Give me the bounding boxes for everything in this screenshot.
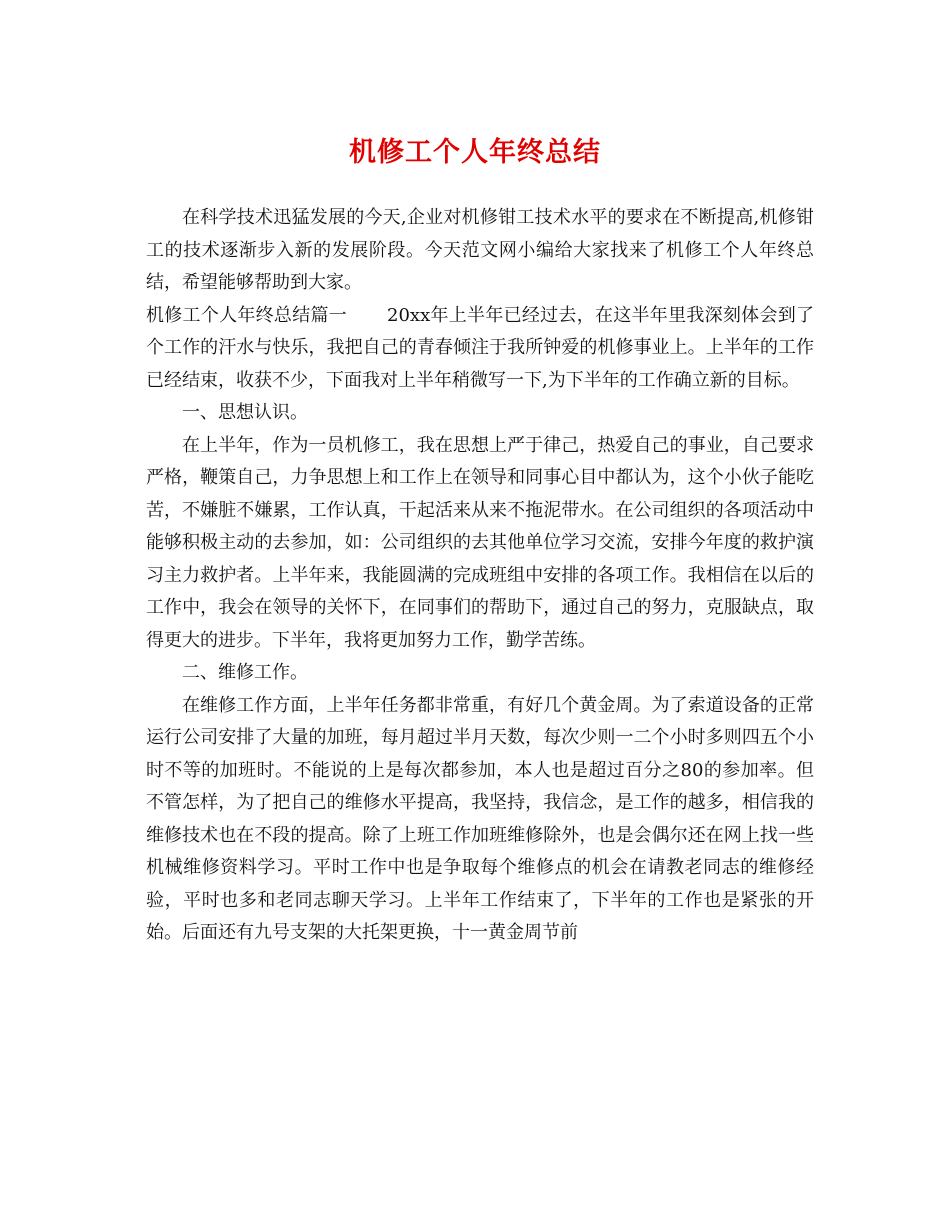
paragraph-thought: 在上半年，作为一员机修工，我在思想上严于律己，热爱自己的事业，自己要求严格，鞭策自己，力争思想上和工作上在领导和同事心目中都认为，这个小伙子能吃苦，不嫌脏不嫌累，工作认真，干起活来从来不拖泥带水。在公司组织的各项活动中能够积极主动的去参加，如：公司组织的去其他单位学习交流，安排今年度的救护演习主力救护者。上半年来，我能圆满的完成班组中安排的各项工作。我相信在以后的工作中，我会在领导的关怀下，在同事们的帮助下，通过自己的努力，克服缺点，取得更大的进步。下半年，我将更加努力工作，勤学苦练。 <box>146 434 814 651</box>
section-paragraph <box>146 300 814 398</box>
paragraph-maintenance: 在维修工作方面，上半年任务都非常重，有好几个黄金周。为了索道设备的正常运行公司安排了大量的加班，每月超过半月天数，每次少则一二个小时多则四五个小时不等的加班时。不能说的上是每次都参加，本人也是超过百分之80的参加率。但不管怎样，为了把自己的维修水平提高，我坚持，我信念，是工作的越多，相信我的维修技术也在不段的提高。除了上班工作加班维修除外，也是会偶尔还在网上找一些机械维修资料学习。平时工作中也是争取每个维修点的机会在请教老同志的维修经验，平时也多和老同志聊天学习。上半年工作结束了，下半年的工作也是紧张的开始。后面还有九号支架的大托架更换，十一黄金周节前 <box>146 694 814 943</box>
intro-paragraph: 在科学技术迅猛发展的今天,企业对机修钳工技术水平的要求在不断提高,机修钳工的技术逐渐步入新的发展阶段。今天范文网小编给大家找来了机修工个人年终总结，希望能够帮助到大家。 <box>146 207 814 293</box>
subheading-thought: 一、思想认识。 <box>182 402 308 423</box>
document-title: 机修工个人年终总结 <box>349 137 601 168</box>
section-text: 20xx年上半年已经过去，在这半年里我深刻体会到了个工作的汗水与快乐，我把自己的青春倾注于我所钟爱的机修事业上。上半年的工作已经结束，收获不少，下面我对上半年稍微写一下,为下半年的工作确立新的目标。 <box>146 304 814 391</box>
subheading-maintenance: 二、维修工作。 <box>182 662 308 683</box>
document-body <box>146 202 814 950</box>
section-heading: 机修工个人年终总结篇一 <box>146 304 348 326</box>
